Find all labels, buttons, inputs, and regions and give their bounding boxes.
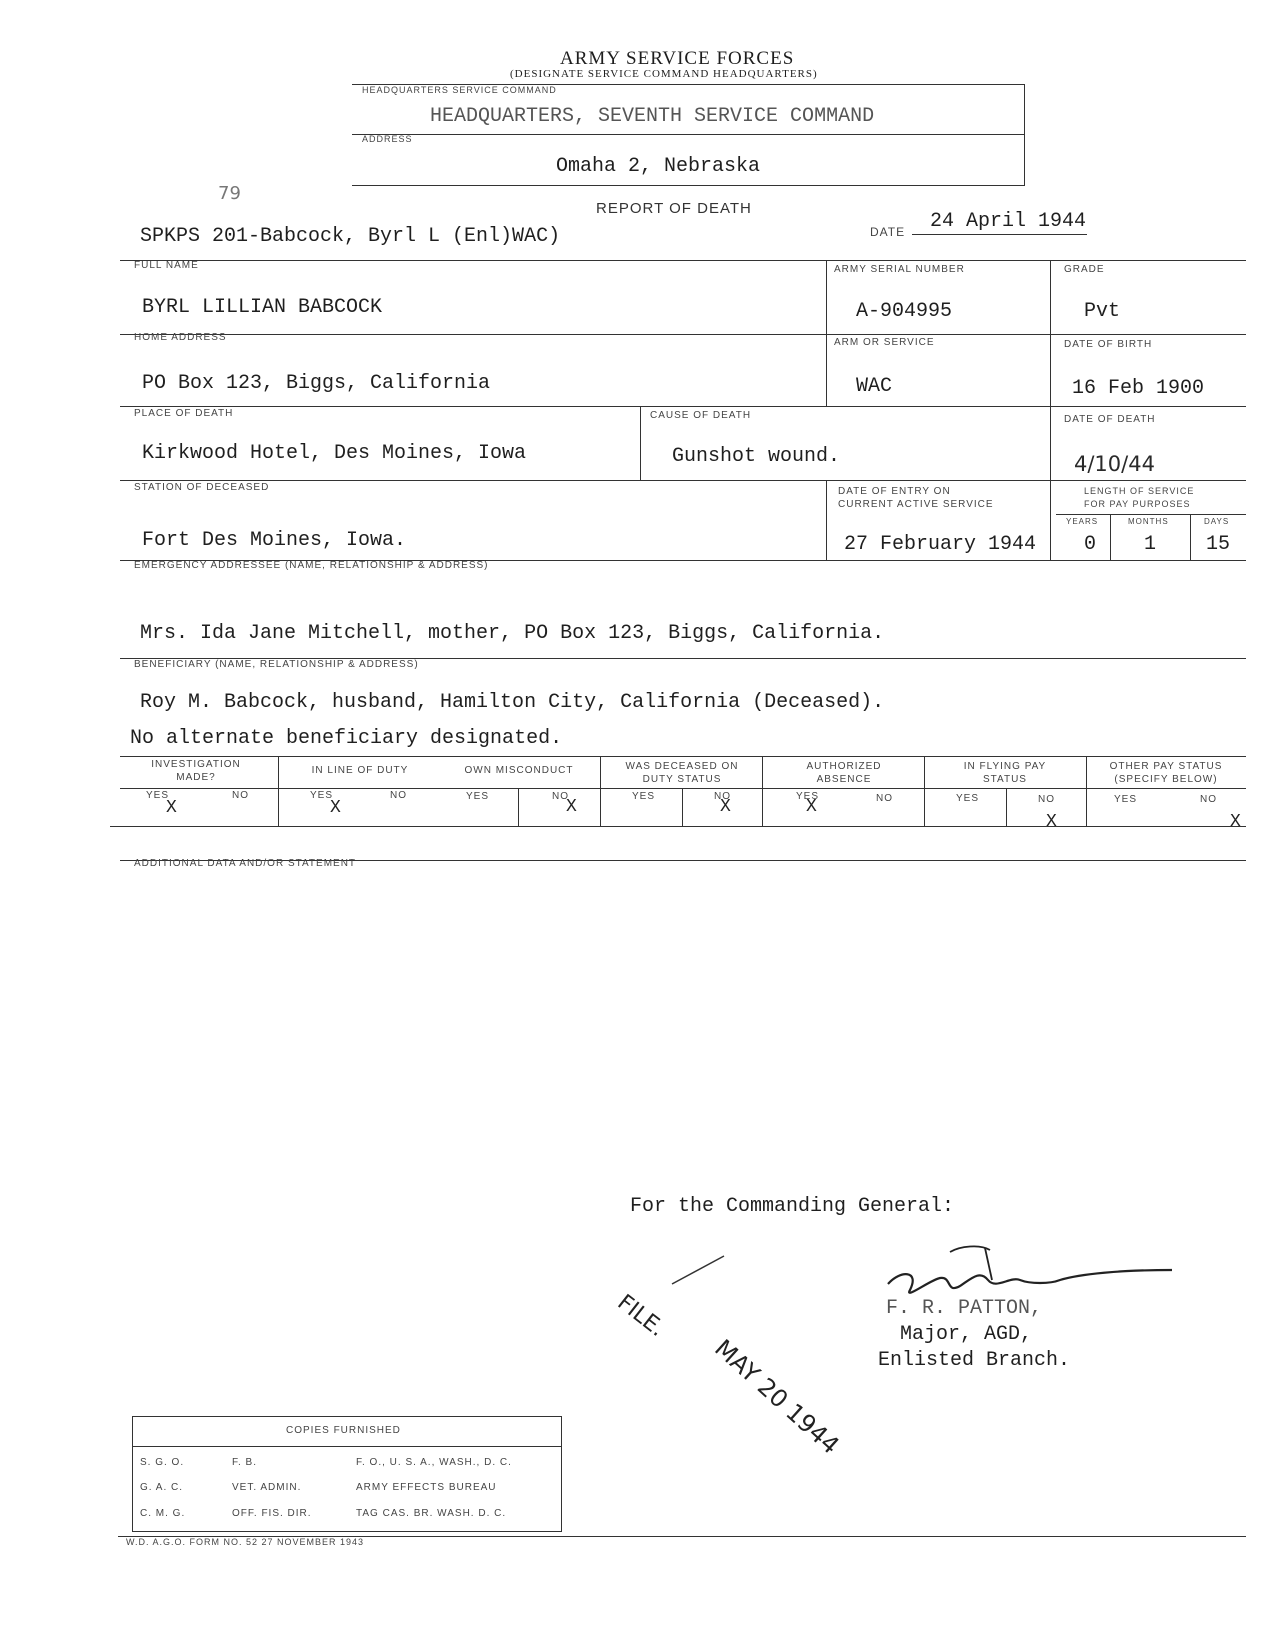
place-of-death-value: Kirkwood Hotel, Des Moines, Iowa xyxy=(142,442,527,465)
commanding-general-line: For the Commanding General: xyxy=(630,1195,955,1218)
home-address-label: HOME ADDRESS xyxy=(134,332,227,343)
misconduct-no: NO xyxy=(552,791,569,802)
other-pay-no-mark: X xyxy=(1230,812,1241,832)
copy-off-fis: OFF. FIS. DIR. xyxy=(232,1508,312,1519)
signer-branch: Enlisted Branch. xyxy=(878,1349,1071,1372)
report-date: 24 April 1944 xyxy=(930,210,1087,233)
cause-of-death-value: Gunshot wound. xyxy=(672,445,841,468)
absence-yes: YES xyxy=(796,791,820,802)
length-of-service-label-1: LENGTH OF SERVICE xyxy=(1084,486,1195,496)
date-of-death-value: 4/10/44 xyxy=(1074,452,1155,476)
station-label: STATION OF DECEASED xyxy=(134,482,270,493)
grade-value: Pvt xyxy=(1084,300,1121,323)
entry-date-label-2: CURRENT ACTIVE SERVICE xyxy=(838,499,994,510)
line-of-duty-yes-mark: X xyxy=(330,798,341,818)
copy-fb: F. B. xyxy=(232,1457,258,1468)
alternate-beneficiary-value: No alternate beneficiary designated. xyxy=(130,727,563,750)
line-of-duty-header: IN LINE OF DUTY xyxy=(311,765,409,776)
duty-status-no: NO xyxy=(714,791,731,802)
report-title: REPORT OF DEATH xyxy=(596,200,752,217)
copy-gac: G. A. C. xyxy=(140,1482,184,1493)
copy-army-effects: ARMY EFFECTS BUREAU xyxy=(356,1482,497,1493)
other-pay-header: OTHER PAY STATUS (SPECIFY BELOW) xyxy=(1109,761,1223,785)
misconduct-yes: YES xyxy=(466,791,490,802)
file-stamp: FILE. xyxy=(612,1290,670,1342)
misconduct-no-mark: X xyxy=(566,797,577,817)
months-value: 1 xyxy=(1144,533,1157,556)
cause-of-death-label: CAUSE OF DEATH xyxy=(650,410,752,421)
date-of-birth-value: 16 Feb 1900 xyxy=(1072,377,1205,400)
emergency-addressee-label: EMERGENCY ADDRESSEE (NAME, RELATIONSHIP & ADDRESS) xyxy=(134,560,489,571)
date-of-death-label: DATE OF DEATH xyxy=(1064,414,1156,425)
copy-fo-usa: F. O., U. S. A., WASH., D. C. xyxy=(356,1457,512,1468)
authorized-absence-header: AUTHORIZED ABSENCE xyxy=(806,761,882,785)
entry-date-label-1: DATE OF ENTRY ON xyxy=(838,486,951,497)
flying-pay-yes: YES xyxy=(956,793,980,804)
home-address-value: PO Box 123, Biggs, California xyxy=(142,372,491,395)
months-label: MONTHS xyxy=(1128,517,1169,526)
copy-sgo: S. G. O. xyxy=(140,1457,185,1468)
signer-rank: Major, AGD, xyxy=(900,1323,1033,1346)
flying-pay-no: NO xyxy=(1038,794,1055,805)
own-misconduct-header: OWN MISCONDUCT xyxy=(464,765,574,776)
org-subtitle: (DESIGNATE SERVICE COMMAND HEADQUARTERS) xyxy=(510,68,818,80)
station-value: Fort Des Moines, Iowa. xyxy=(142,529,407,552)
beneficiary-value: Roy M. Babcock, husband, Hamilton City, California (Deceased). xyxy=(140,691,885,714)
serial-number-value: A-904995 xyxy=(856,300,953,323)
full-name-label: FULL NAME xyxy=(134,260,199,271)
received-date-stamp: MAY 20 1944 xyxy=(709,1334,845,1460)
headquarters-value: HEADQUARTERS, SEVENTH SERVICE COMMAND xyxy=(430,105,875,128)
grade-label: GRADE xyxy=(1064,264,1105,275)
flying-pay-header: IN FLYING PAY STATUS xyxy=(963,761,1047,785)
copy-vet-admin: VET. ADMIN. xyxy=(232,1482,302,1493)
date-of-birth-label: DATE OF BIRTH xyxy=(1064,339,1153,350)
absence-no: NO xyxy=(876,793,893,804)
form-number-footer: W.D. A.G.O. FORM NO. 52 27 NOVEMBER 1943 xyxy=(126,1537,365,1547)
other-pay-no: NO xyxy=(1200,794,1217,805)
arm-or-service-value: WAC xyxy=(856,375,893,398)
copy-cmg: C. M. G. xyxy=(140,1508,186,1519)
headquarters-label: HEADQUARTERS SERVICE COMMAND xyxy=(362,85,557,95)
org-title: ARMY SERVICE FORCES xyxy=(560,48,795,69)
investigation-header: INVESTIGATION MADE? xyxy=(151,759,241,783)
beneficiary-label: BENEFICIARY (NAME, RELATIONSHIP & ADDRESS) xyxy=(134,659,419,670)
line-of-duty-no: NO xyxy=(390,790,407,801)
days-label: DAYS xyxy=(1204,517,1230,526)
signer-name: F. R. PATTON, xyxy=(886,1297,1043,1320)
investigation-yes-mark: X xyxy=(166,798,177,818)
years-value: 0 xyxy=(1084,533,1097,556)
entry-date-value: 27 February 1944 xyxy=(844,533,1037,556)
days-value: 15 xyxy=(1206,533,1231,556)
place-of-death-label: PLACE OF DEATH xyxy=(134,408,234,419)
other-pay-yes: YES xyxy=(1114,794,1138,805)
margin-note: 79 xyxy=(218,183,241,204)
absence-yes-mark: X xyxy=(806,797,817,817)
duty-status-header: WAS DECEASED ON DUTY STATUS xyxy=(625,761,739,785)
investigation-no: NO xyxy=(232,790,249,801)
duty-status-no-mark: X xyxy=(720,797,731,817)
serial-number-label: ARMY SERIAL NUMBER xyxy=(834,264,965,275)
address-label: ADDRESS xyxy=(362,134,413,144)
emergency-addressee-value: Mrs. Ida Jane Mitchell, mother, PO Box 123, Biggs, California. xyxy=(140,622,885,645)
file-stamp-stroke xyxy=(668,1250,728,1290)
investigation-yes: YES xyxy=(146,790,170,801)
address-value: Omaha 2, Nebraska xyxy=(556,155,761,178)
flying-pay-no-mark: X xyxy=(1046,812,1057,832)
date-label: DATE xyxy=(870,225,906,239)
length-of-service-label-2: FOR PAY PURPOSES xyxy=(1084,499,1191,509)
copy-tag-cas: TAG CAS. BR. WASH. D. C. xyxy=(356,1508,507,1519)
full-name-value: BYRL LILLIAN BABCOCK xyxy=(142,296,383,319)
years-label: YEARS xyxy=(1066,517,1099,526)
report-reference: SPKPS 201-Babcock, Byrl L (Enl)WAC) xyxy=(140,225,561,248)
additional-data-label: ADDITIONAL DATA AND/OR STATEMENT xyxy=(134,858,357,869)
duty-status-yes: YES xyxy=(632,791,656,802)
line-of-duty-yes: YES xyxy=(310,790,334,801)
copies-furnished-title: COPIES FURNISHED xyxy=(286,1425,401,1436)
arm-or-service-label: ARM OR SERVICE xyxy=(834,337,935,348)
